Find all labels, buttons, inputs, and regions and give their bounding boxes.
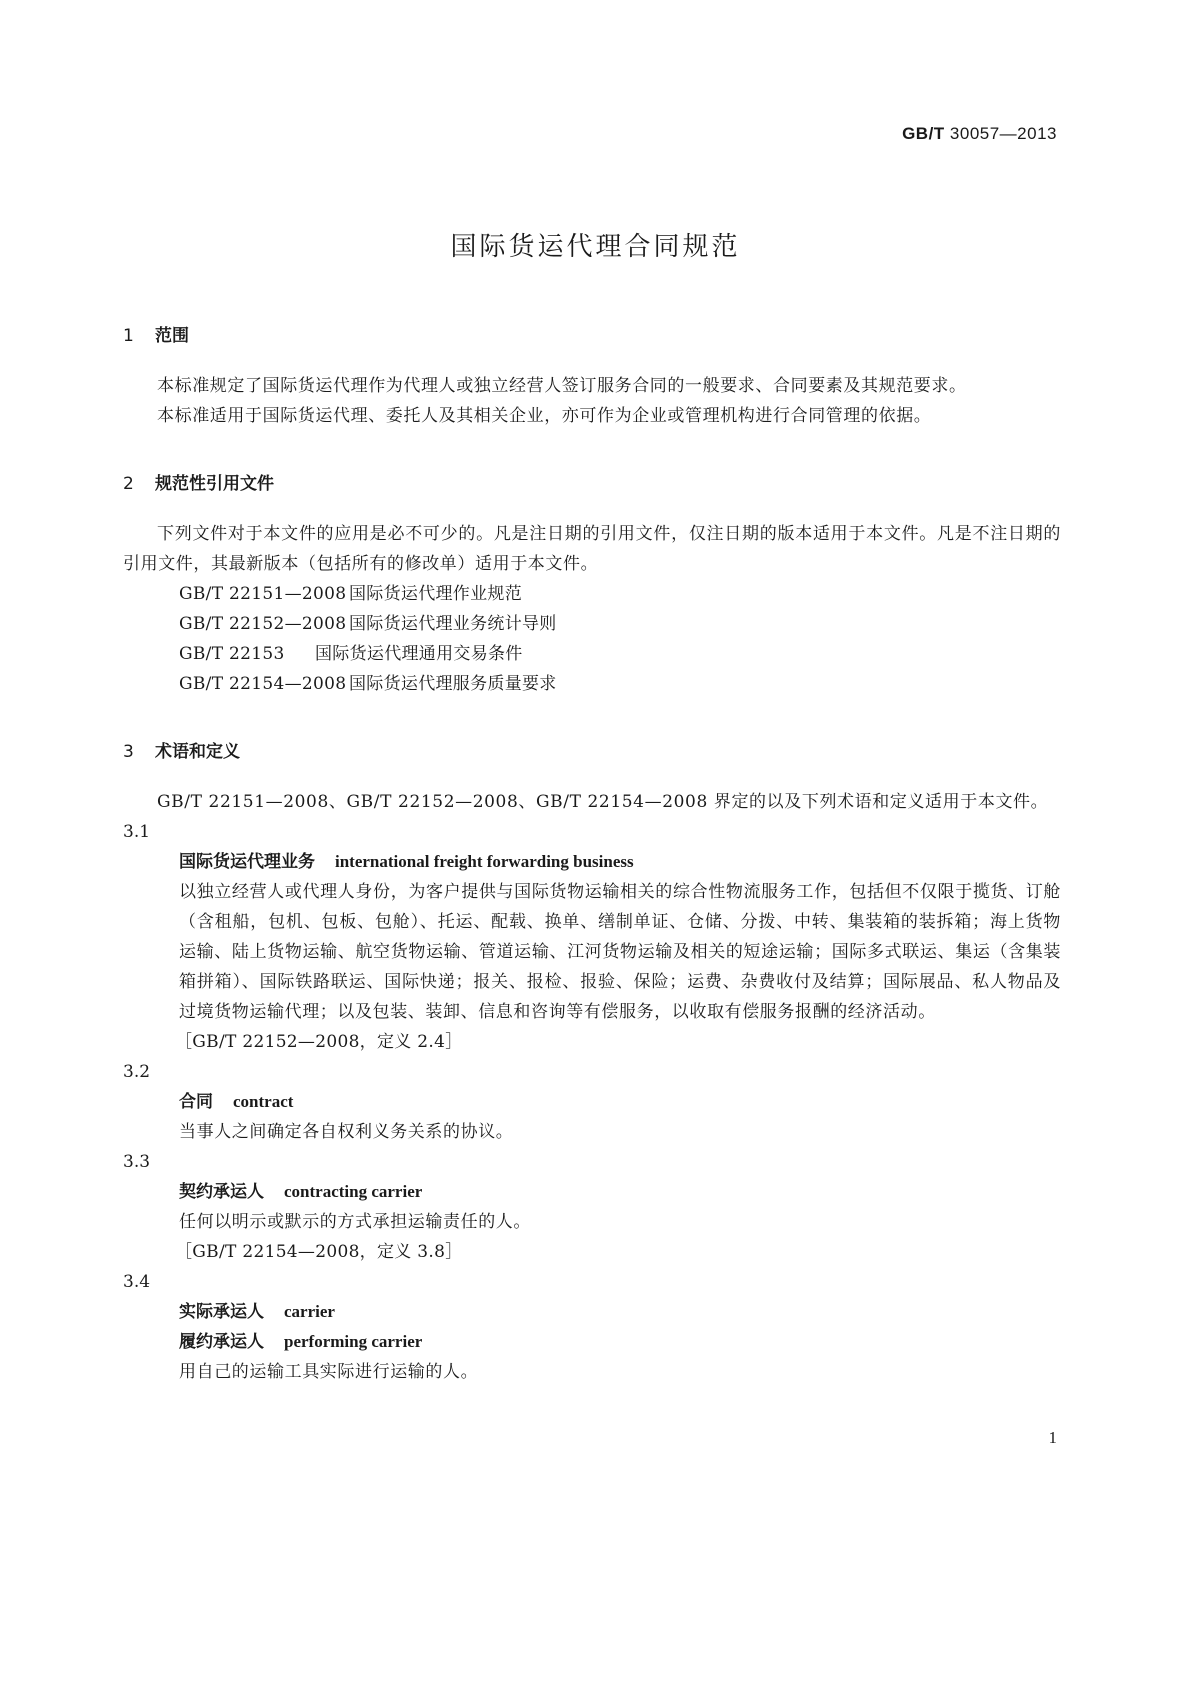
- document-title: 国际货运代理合同规范: [450, 232, 741, 262]
- term-heading: [123, 1087, 1061, 1117]
- section-title: 术语和定义: [155, 742, 240, 762]
- paragraph: 本标准适用于国际货运代理、委托人及其相关企业，亦可作为企业或管理机构进行合同管理的依据。: [157, 406, 932, 426]
- reference-name: 国际货运代理服务质量要求: [349, 674, 557, 694]
- reference-name: 国际货运代理业务统计导则: [349, 614, 557, 634]
- paragraph: 下列文件对于本文件的应用是必不可少的。凡是注日期的引用文件，仅注日期的版本适用于本文件。凡是不注日期的引用文件，其最新版本（包括所有的修改单）适用于本文件。: [123, 524, 1061, 574]
- reference-code: GB/T 22151—2008: [179, 584, 347, 604]
- standard-code-number: 30057—2013: [949, 124, 1057, 143]
- term-en: performing carrier: [284, 1332, 423, 1351]
- term-number: 3.4: [123, 1272, 151, 1292]
- term-zh: 实际承运人: [179, 1302, 264, 1322]
- term-definition: 任何以明示或默示的方式承担运输责任的人。: [179, 1212, 531, 1232]
- term-en: international freight forwarding business: [335, 852, 634, 871]
- term-number: 3.1: [123, 822, 151, 842]
- standard-code-prefix: GB/T: [902, 124, 945, 143]
- section-title: 规范性引用文件: [155, 474, 274, 494]
- term-zh: 契约承运人: [179, 1182, 264, 1202]
- section-heading-terms: [123, 737, 1061, 767]
- reference-item: [123, 579, 1061, 609]
- term-en: contracting carrier: [284, 1182, 423, 1201]
- term-heading: [123, 1177, 1061, 1207]
- reference-item: [123, 639, 1061, 669]
- term-zh: 国际货运代理业务: [179, 852, 315, 872]
- term-en: contract: [233, 1092, 294, 1111]
- term-heading: [123, 1297, 1061, 1327]
- reference-code: GB/T 22154—2008: [179, 674, 347, 694]
- reference-item: [123, 669, 1061, 699]
- reference-item: [123, 609, 1061, 639]
- term-definition: 以独立经营人或代理人身份，为客户提供与国际货物运输相关的综合性物流服务工作，包括但不仅限于揽货、订舱（含租船，包机、包板、包舱）、托运、配载、换单、缮制单证、仓储、分拨、中转、集装箱的装拆箱；海上货物运输、陆上货物运输、航空货物运输、管道运输、江河货物运输及相关的短途运输；国际多式联运、集运（含集装箱拼箱）、国际铁路联运、国际快递；报关、报检、报验、保险；运费、杂费收付及结算；国际展品、私人物品及过境货物运输代理；以及包装、装卸、信息和咨询等有偿服务，以收取有偿服务报酬的经济活动。: [179, 882, 1061, 1022]
- term-zh: 履约承运人: [179, 1332, 264, 1352]
- paragraph: 本标准规定了国际货运代理作为代理人或独立经营人签订服务合同的一般要求、合同要素及其规范要求。: [157, 376, 967, 396]
- term-definition: 当事人之间确定各自权利义务关系的协议。: [179, 1122, 514, 1142]
- reference-code: GB/T 22153: [179, 644, 285, 664]
- term-en: carrier: [284, 1302, 335, 1321]
- paragraph: GB/T 22151—2008、GB/T 22152—2008、GB/T 22154—2008 界定的以及下列术语和定义适用于本文件。: [157, 792, 1049, 812]
- term-heading-synonym: [123, 1327, 1061, 1357]
- section-title: 范围: [155, 326, 189, 346]
- term-definition: 用自己的运输工具实际进行运输的人。: [179, 1362, 479, 1382]
- reference-name: 国际货运代理通用交易条件: [315, 644, 523, 664]
- document-body: [123, 321, 1061, 1387]
- reference-code: GB/T 22152—2008: [179, 614, 347, 634]
- reference-name: 国际货运代理作业规范: [349, 584, 522, 604]
- section-heading-scope: [123, 321, 1061, 351]
- page-number: 1: [1048, 1428, 1057, 1447]
- term-source: ［GB/T 22152—2008，定义 2.4］: [175, 1032, 463, 1052]
- term-zh: 合同: [179, 1092, 213, 1112]
- term-number: 3.3: [123, 1152, 151, 1172]
- section-number: 3: [123, 742, 134, 762]
- section-number: 2: [123, 474, 134, 494]
- term-source: ［GB/T 22154—2008，定义 3.8］: [175, 1242, 463, 1262]
- standard-code: [902, 124, 1057, 144]
- term-number: 3.2: [123, 1062, 151, 1082]
- section-number: 1: [123, 326, 134, 346]
- term-heading: [123, 847, 1061, 877]
- section-heading-references: [123, 469, 1061, 499]
